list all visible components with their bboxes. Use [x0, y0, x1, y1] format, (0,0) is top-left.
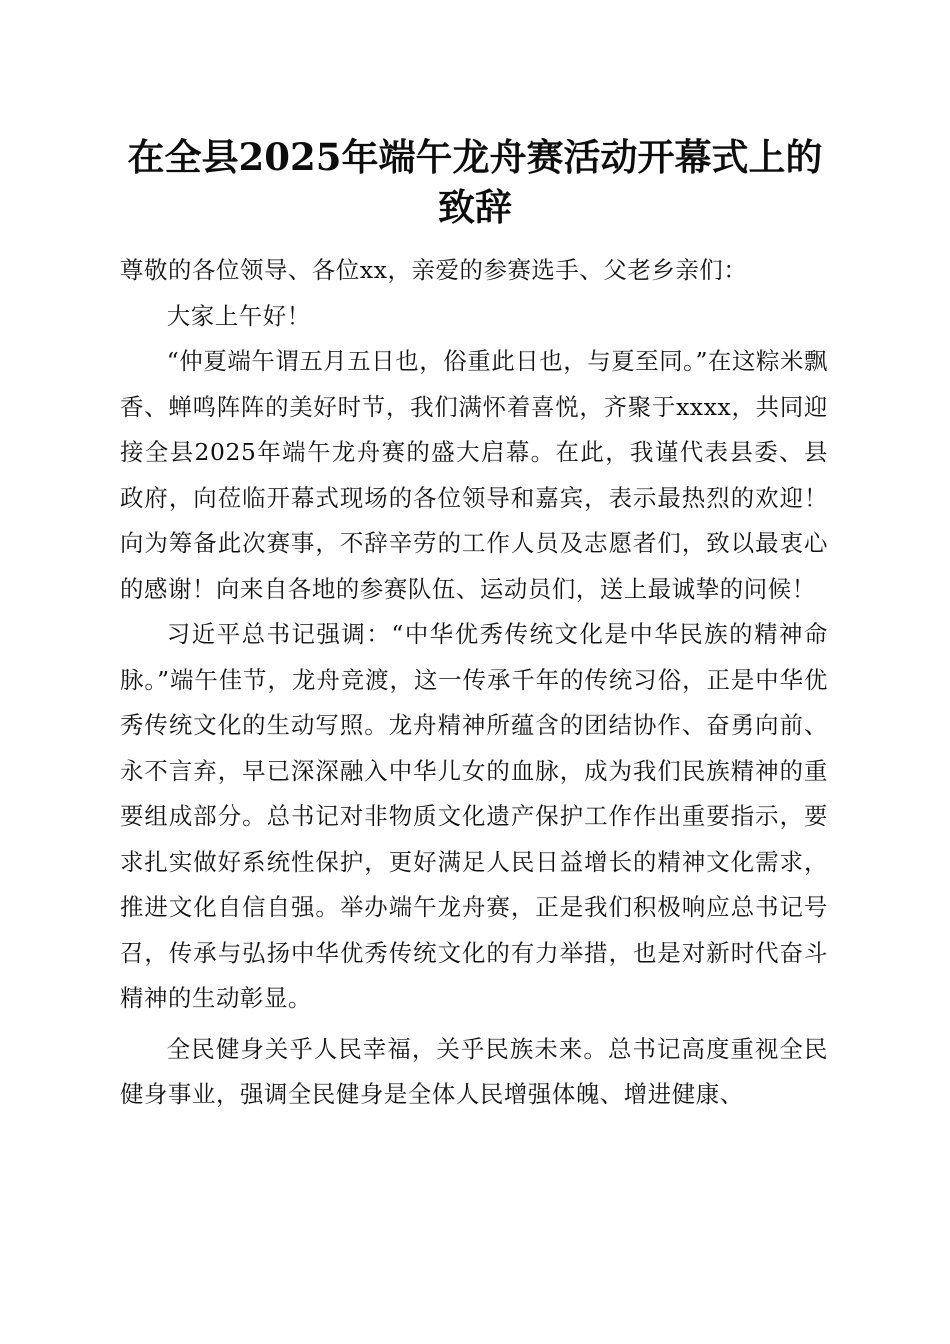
salutation: 尊敬的各位领导、各位xx，亲爱的参赛选手、父老乡亲们： — [120, 256, 748, 284]
paragraph-2: 习近平总书记强调：“中华优秀传统文化是中华民族的精神命脉。”端午佳节，龙舟竞渡，这一传承千年的传统习俗，正是中华优秀传统文化的生动写照。龙舟精神所蕴含的团结协作、奋勇向前、永不言弃，早已深深融入中华儿女的血脉，成为我们民族精神的重要组成部分。总书记对非物质文化遗产保护工作作出重要指示，要求扎实做好系统性保护，更好满足人民日益增长的精神文化需求，推进文化自信自强。举办端午龙舟赛，正是我们积极响应总书记号召，传承与弘扬中华优秀传统文化的有力举措，也是对新时代奋斗精神的生动彰显。 — [120, 620, 828, 1012]
paragraph-1: “仲夏端午谓五月五日也，俗重此日也，与夏至同。”在这粽米飘香、蝉鸣阵阵的美好时节，我们满怀着喜悦，齐聚于xxxx，共同迎接全县2025年端午龙舟赛的盛大启幕。在此，我谨代表县委、县政府，向莅临开幕式现场的各位领导和嘉宾，表示最热烈的欢迎！向为筹备此次赛事，不辞辛劳的工作人员及志愿者们，致以最衷心的感谢！向来自各地的参赛队伍、运动员们，送上最诚挚的问候！ — [120, 347, 828, 603]
document-title: 在全县2025年端午龙舟赛活动开幕式上的致辞 — [127, 135, 823, 229]
greeting: 大家上午好！ — [166, 301, 311, 330]
document-body — [120, 248, 828, 1118]
paragraph-3: 全民健身关乎人民幸福，关乎民族未来。总书记高度重视全民健身事业，强调全民健身是全体人民增强体魄、增进健康、 — [120, 1034, 828, 1108]
